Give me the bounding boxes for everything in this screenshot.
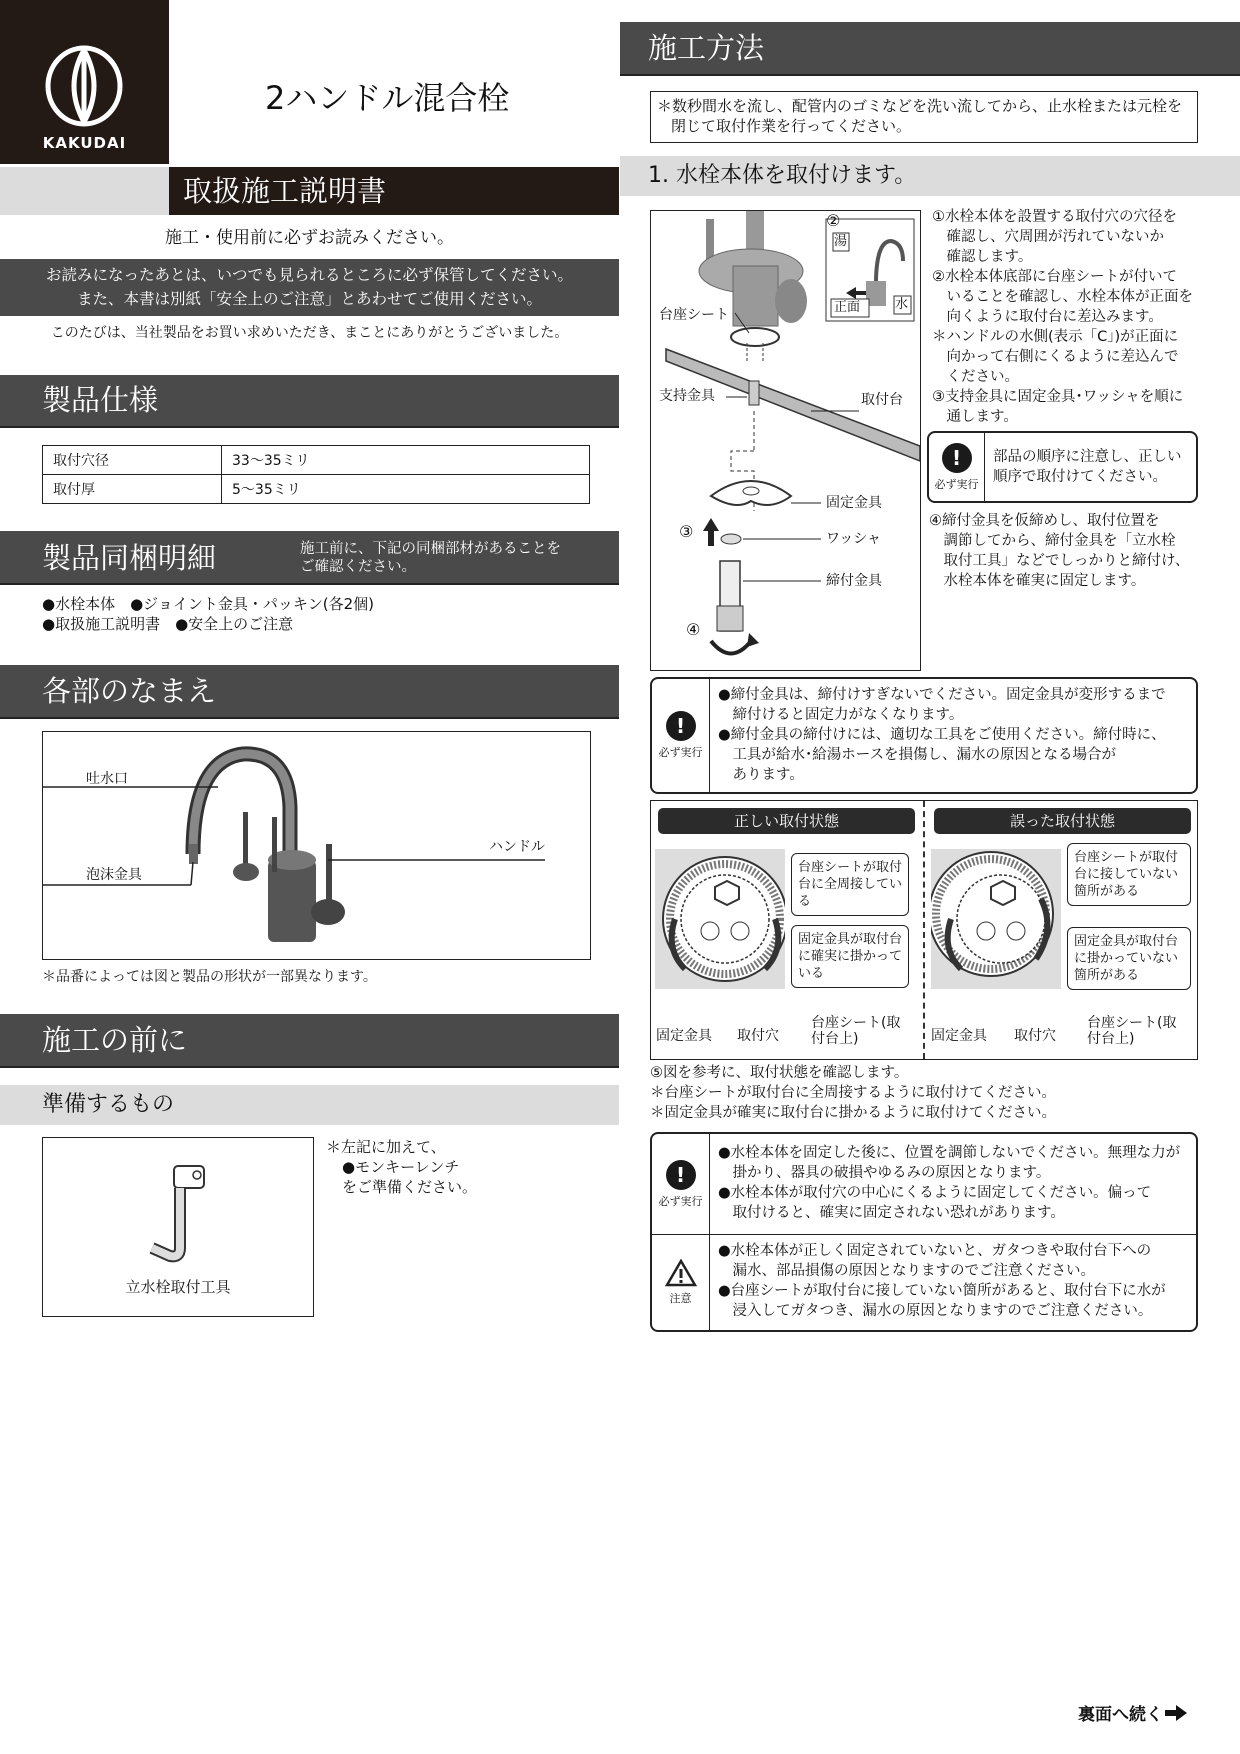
parts-figure: [42, 731, 591, 960]
continue-label: 裏面へ続く: [1078, 1705, 1163, 1725]
fig-step3-num: ③: [679, 522, 694, 541]
fig-step4-num: ④: [686, 620, 701, 639]
wrong-hole-label: 取付穴: [1014, 1028, 1056, 1044]
intro-line: 閉じて取付作業を行ってください。: [671, 117, 912, 135]
brand-name: KAKUDAI: [42, 134, 127, 152]
exclamation-icon: !: [942, 443, 972, 473]
support-label: 支持金具: [659, 388, 715, 404]
step-line: 確認します。: [932, 249, 1033, 265]
check-line: ＊固定金具が確実に取付台に掛かるように取付けてください。: [650, 1105, 1056, 1121]
before-title: 施工の前に: [42, 1023, 188, 1057]
warning-row: [652, 1134, 1196, 1235]
wrong-state-title: 誤った取付状態: [934, 808, 1191, 834]
fixing-label: 固定金具: [826, 495, 882, 511]
warning-text: [710, 1134, 1188, 1234]
before-section-header: [0, 1014, 619, 1068]
spec-value: 33〜35ミリ: [222, 446, 590, 475]
warning-line: ●水栓本体を固定した後に、位置を調節しないでください。無理な力が: [718, 1145, 1181, 1161]
aerator-label: 泡沫金具: [86, 867, 142, 883]
install-diagram: [651, 211, 920, 670]
step-line: ③支持金具に固定金具･ワッシャを順に: [932, 389, 1184, 405]
wrong-seat-label: 台座シート(取付台上): [1087, 1015, 1177, 1047]
continue-note: [1078, 1700, 1187, 1725]
wrong-fix-label: 固定金具: [931, 1028, 987, 1044]
contents-note: [300, 540, 561, 576]
step-line: ④締付金具を仮締めし、取付位置を: [929, 513, 1160, 529]
tool-label: 立水栓取付工具: [125, 1278, 231, 1296]
correct-note-1: 台座シートが取付台に全周接している: [791, 853, 909, 916]
spec-value: 5〜35ミリ: [222, 475, 590, 504]
warning-line: ●水栓本体が取付穴の中心にくるように固定してください。偏って: [718, 1185, 1152, 1201]
warning-line: 工具が給水･給湯ホースを損傷し、漏水の原因となる場合が: [718, 747, 1117, 763]
method-title: 施工方法: [648, 31, 765, 65]
correct-seat-label: 台座シート(取付台上): [811, 1015, 901, 1047]
mount-label: 取付台: [861, 392, 903, 408]
notice-line-2: また、本書は別紙「安全上のご注意」とあわせてご使用ください。: [76, 290, 542, 308]
warning-triangle-icon: [665, 1259, 697, 1287]
step-line: 調節してから、締付金具を「立水栓: [929, 533, 1176, 549]
step-line: ください。: [932, 369, 1019, 385]
manual-title-bar-left: [0, 167, 169, 215]
parts-title: 各部のなまえ: [42, 674, 217, 708]
tool-figure: [42, 1137, 314, 1317]
prep-note: ●モンキーレンチ: [342, 1158, 460, 1176]
fig-cold-label: 水: [895, 297, 909, 312]
wrong-note-1: 台座シートが取付台に接していない箇所がある: [1067, 843, 1191, 906]
step-line: ①水栓本体を設置する取付穴の穴径を: [932, 209, 1177, 225]
check-line: ⑤図を参考に、取付状態を確認します。: [650, 1065, 909, 1081]
list-item: ●水栓本体 ●ジョイント金具・パッキン(各2個): [42, 595, 374, 613]
install-state-panel: [650, 800, 1198, 1060]
method-intro: [650, 91, 1198, 143]
manual-title-bar: [169, 167, 619, 215]
warning-line: 取付けると、確実に固定されない恐れがあります。: [718, 1205, 1065, 1221]
correct-state-title: 正しい取付状態: [658, 808, 915, 834]
warning-text: [710, 679, 1174, 792]
step-line: いることを確認し、水栓本体が正面を: [932, 289, 1193, 305]
check-line: ＊台座シートが取付台に全周接するように取付けてください。: [650, 1085, 1056, 1101]
caution-line: 浸入してガタつき、漏水の原因となりますのでご注意ください。: [718, 1303, 1153, 1319]
prep-note: をご準備ください。: [342, 1178, 478, 1196]
correct-note-2: 固定金具が取付台に確実に掛かっている: [791, 925, 909, 988]
spec-section-header: [0, 375, 619, 428]
spec-table: [42, 445, 590, 504]
exclamation-icon: !: [666, 711, 696, 741]
step1-header: [620, 156, 1240, 196]
step-line: 向かって右側にくるように差込んで: [932, 349, 1179, 365]
spout-label: 吐水口: [86, 771, 128, 787]
spec-title: 製品仕様: [42, 383, 159, 417]
must-label: 必ず実行: [658, 1194, 703, 1208]
prep-note: ＊左記に加えて、: [326, 1138, 446, 1156]
order-note: [927, 431, 1198, 503]
warning-line: ●締付金具の締付けには、適切な工具をご使用ください。締付時に、: [718, 727, 1166, 743]
steps-text: [932, 207, 1193, 427]
wrong-state-diagram: [931, 849, 1061, 989]
manual-title: 取扱施工説明書: [183, 174, 387, 208]
tightener-label: 締付金具: [826, 573, 882, 589]
arrow-right-icon: [1165, 1705, 1187, 1721]
spec-label: 取付穴径: [43, 446, 222, 475]
fig-step2-num: ②: [826, 211, 841, 230]
step-line: ②水栓本体底部に台座シートが付いて: [932, 269, 1177, 285]
caution-row: [652, 1235, 1196, 1330]
warning-line: 締付けると固定力がなくなります。: [718, 707, 964, 723]
correct-hole-label: 取付穴: [737, 1028, 779, 1044]
contents-section-header: [0, 531, 619, 585]
storage-notice: [0, 259, 619, 316]
step-line: 取付工具」などでしっかりと締付け、: [929, 553, 1190, 569]
washer-label: ワッシャ: [826, 531, 882, 547]
caution-line: 漏水、部品損傷の原因となりますのでご注意ください。: [718, 1263, 1095, 1279]
list-item: ●取扱施工説明書 ●安全上のご注意: [42, 615, 294, 633]
product-title: 2ハンドル混合栓: [265, 79, 510, 117]
exclamation-icon: !: [666, 1160, 696, 1190]
contents-note-line: 施工前に、下記の同梱部材があることを: [300, 541, 561, 557]
caution-line: ●台座シートが取付台に接していない箇所があると、取付台下に水が: [718, 1283, 1166, 1299]
contents-items: [42, 594, 374, 634]
check-text: [650, 1063, 1056, 1123]
order-note-line: 部品の順序に注意し、正しい: [993, 449, 1182, 465]
warning-box-2: [650, 1132, 1198, 1332]
must-icon-cell: [652, 679, 710, 792]
handle-label: ハンドル: [489, 839, 545, 855]
notice-line-1: お読みになったあとは、いつでも見られるところに必ず保管してください。: [45, 266, 573, 284]
step-line: 向くように取付台に差込みます。: [932, 309, 1163, 325]
order-note-line: 順序で取付けてください。: [993, 469, 1167, 485]
step-line: ＊ハンドルの水側(表示「C」)が正面に: [932, 329, 1179, 345]
table-row: [43, 446, 590, 475]
fig-front-label: 正面: [834, 300, 861, 315]
read-before: 施工・使用前に必ずお読みください。: [165, 228, 454, 248]
warning-box-1: [650, 677, 1198, 794]
intro-line: ＊数秒間水を流し、配管内のゴミなどを洗い流してから、止水栓または元栓を: [657, 97, 1183, 115]
warning-line: 掛かり、器具の破損やゆるみの原因となります。: [718, 1165, 1051, 1181]
seat-sheet-label: 台座シート: [659, 307, 729, 323]
brand-logo: [0, 0, 169, 164]
wrong-note-2: 固定金具が取付台に掛かっていない箇所がある: [1067, 927, 1191, 990]
warning-line: あります。: [718, 767, 804, 783]
parts-section-header: [0, 665, 619, 719]
prep-title: 準備するもの: [42, 1092, 175, 1117]
step1-title: 1. 水栓本体を取付けます。: [648, 163, 917, 188]
spec-label: 取付厚: [43, 475, 222, 504]
prep-notes: [326, 1137, 477, 1197]
step-line: 確認し、穴周囲が汚れていないか: [932, 229, 1164, 245]
step4-text: [929, 511, 1189, 591]
step-line: 水栓本体を確実に固定します。: [929, 573, 1146, 589]
must-label: 必ず実行: [934, 477, 979, 491]
thanks-text: このたびは、当社製品をお買い求めいただき、まことにありがとうございました。: [50, 325, 569, 341]
table-row: [43, 475, 590, 504]
parts-note: ＊品番によっては図と製品の形状が一部異なります。: [42, 969, 377, 985]
step1-figure: [650, 210, 921, 671]
warning-line: ●締付金具は、締付けすぎないでください。固定金具が変形するまで: [718, 687, 1166, 703]
prep-subheader: [0, 1085, 619, 1125]
contents-title: 製品同梱明細: [42, 541, 217, 575]
caution-text: [710, 1235, 1174, 1330]
correct-fix-label: 固定金具: [656, 1028, 712, 1044]
order-note-text: [985, 433, 1190, 501]
contents-note-line: ご確認ください。: [300, 559, 416, 575]
caution-line: ●水栓本体が正しく固定されていないと、ガタつきや取付台下への: [718, 1243, 1152, 1259]
caution-label: 注意: [669, 1292, 692, 1305]
must-icon-cell: [652, 1134, 710, 1234]
correct-state-diagram: [655, 849, 785, 989]
must-icon-cell: [929, 433, 985, 501]
wrench-tool-icon: [43, 1138, 313, 1268]
caution-icon-cell: [652, 1235, 710, 1330]
panel-divider: [923, 801, 925, 1059]
step-line: 通します。: [932, 409, 1018, 425]
fig-hot-label: 湯: [834, 234, 848, 249]
must-label: 必ず実行: [658, 746, 703, 759]
method-section-header: [620, 22, 1240, 76]
kakudai-logo-icon: [0, 10, 169, 130]
